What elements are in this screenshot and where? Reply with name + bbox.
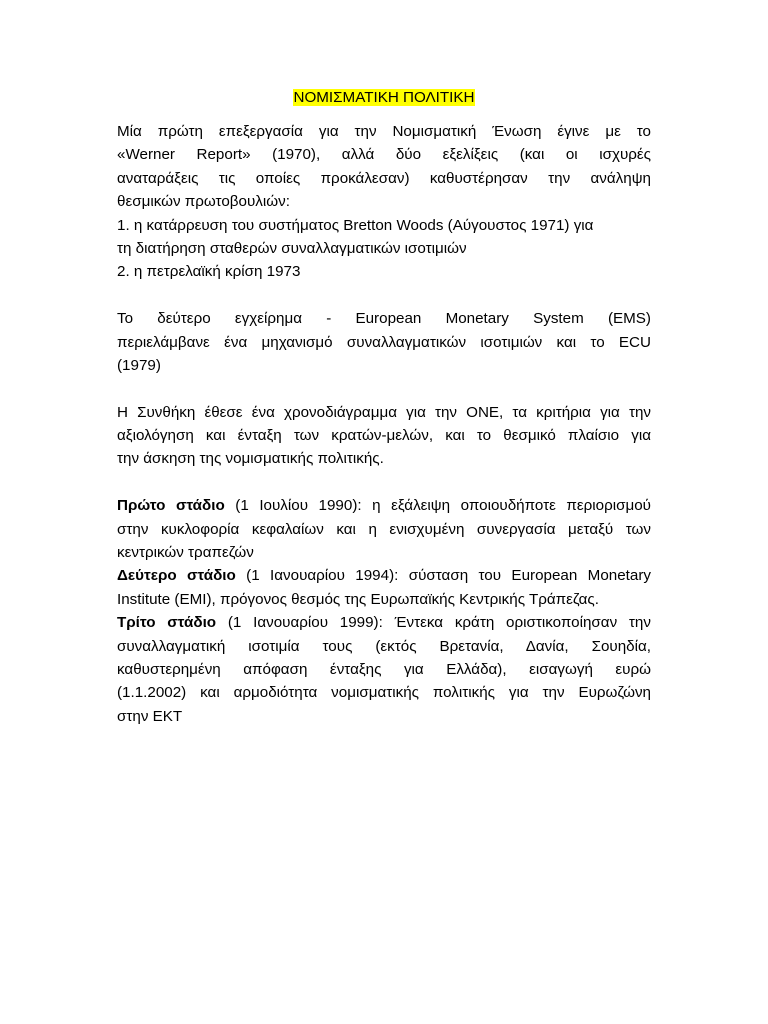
stage-three-label: Τρίτο στάδιο: [117, 614, 217, 632]
stage-three-first-line: [117, 611, 651, 634]
blank-line: [117, 284, 651, 307]
text-line: Το δεύτερο εγχείρημα - European Monetary System (EMS): [117, 310, 651, 328]
blank-line: [117, 471, 651, 494]
stage-three: [117, 611, 651, 728]
text-line: την άσκηση της νομισματικής πολιτικής.: [117, 450, 384, 468]
text-line: Institute (EMI), πρόγονος θεσμός της Ευρωπαϊκής Κεντρικής Τράπεζας.: [117, 590, 599, 608]
text-line: αξιολόγηση και ένταξη των κρατών-μελών, και το θεσμικό πλαίσιο για: [117, 427, 651, 445]
stage-two-text: (1 Ιανουαρίου 1994): σύσταση του European Monetary: [235, 567, 651, 585]
text-line: (1979): [117, 356, 161, 374]
paragraph-treaty: [117, 401, 651, 471]
paragraph-ems: [117, 307, 651, 377]
text-line: στην ΕΚΤ: [117, 707, 183, 725]
paragraph-werner-report: [117, 120, 651, 284]
text-line: Μία πρώτη επεξεργασία για την Νομισματική Ένωση έγινε με το: [117, 123, 651, 140]
text-line: Η Συνθήκη έθεσε ένα χρονοδιάγραμμα για την ΟΝΕ, τα κριτήρια για την: [117, 403, 651, 421]
list-item: 1. η κατάρρευση του συστήματος Bretton Woods (Αύγουστος 1971) για: [117, 216, 594, 234]
stage-one-label: Πρώτο στάδιο: [117, 497, 225, 515]
text-line: «Werner Report» (1970), αλλά δύο εξελίξεις (και οι ισχυρές: [117, 146, 651, 164]
stage-one-text: (1 Ιουλίου 1990): η εξάλειψη οποιουδήποτε περιορισμού: [224, 497, 651, 515]
stage-two-label: Δεύτερο στάδιο: [117, 567, 236, 585]
text-line: (1.1.2002) και αρμοδιότητα νομισματικής πολιτικής για την Ευρωζώνη: [117, 684, 651, 702]
text-line: συναλλαγματική ισοτιμία τους (εκτός Βρετανία, Δανία, Σουηδία,: [117, 637, 651, 655]
list-item: 2. η πετρελαϊκή κρίση 1973: [117, 263, 301, 281]
text-line: θεσμικών πρωτοβουλιών:: [117, 193, 290, 211]
list-item-continuation: τη διατήρηση σταθερών συναλλαγματικών ισοτιμιών: [117, 239, 467, 257]
stage-one: [117, 494, 651, 564]
title-row: [117, 86, 651, 110]
document-body: [117, 86, 651, 728]
page-title: ΝΟΜΙΣΜΑΤΙΚΗ ΠΟΛΙΤΙΚΗ: [293, 89, 475, 106]
text-line: αναταράξεις τις οποίες προκάλεσαν) καθυστέρησαν την ανάληψη: [117, 169, 651, 187]
text-line: καθυστερημένη απόφαση ένταξης για Ελλάδα), εισαγωγή ευρώ: [117, 660, 651, 678]
text-line: στην κυκλοφορία κεφαλαίων και η ενισχυμένη συνεργασία μεταξύ των: [117, 520, 651, 538]
stage-one-first-line: [117, 494, 651, 517]
stage-three-text: (1 Ιανουαρίου 1999): Έντεκα κράτη οριστικοποίησαν την: [216, 614, 651, 632]
blank-line: [117, 377, 651, 400]
stage-two: [117, 564, 651, 611]
text-line: κεντρικών τραπεζών: [117, 544, 254, 562]
stage-two-first-line: [117, 564, 651, 587]
text-line: περιελάμβανε ένα μηχανισμό συναλλαγματικών ισοτιμιών και το ECU: [117, 333, 651, 351]
